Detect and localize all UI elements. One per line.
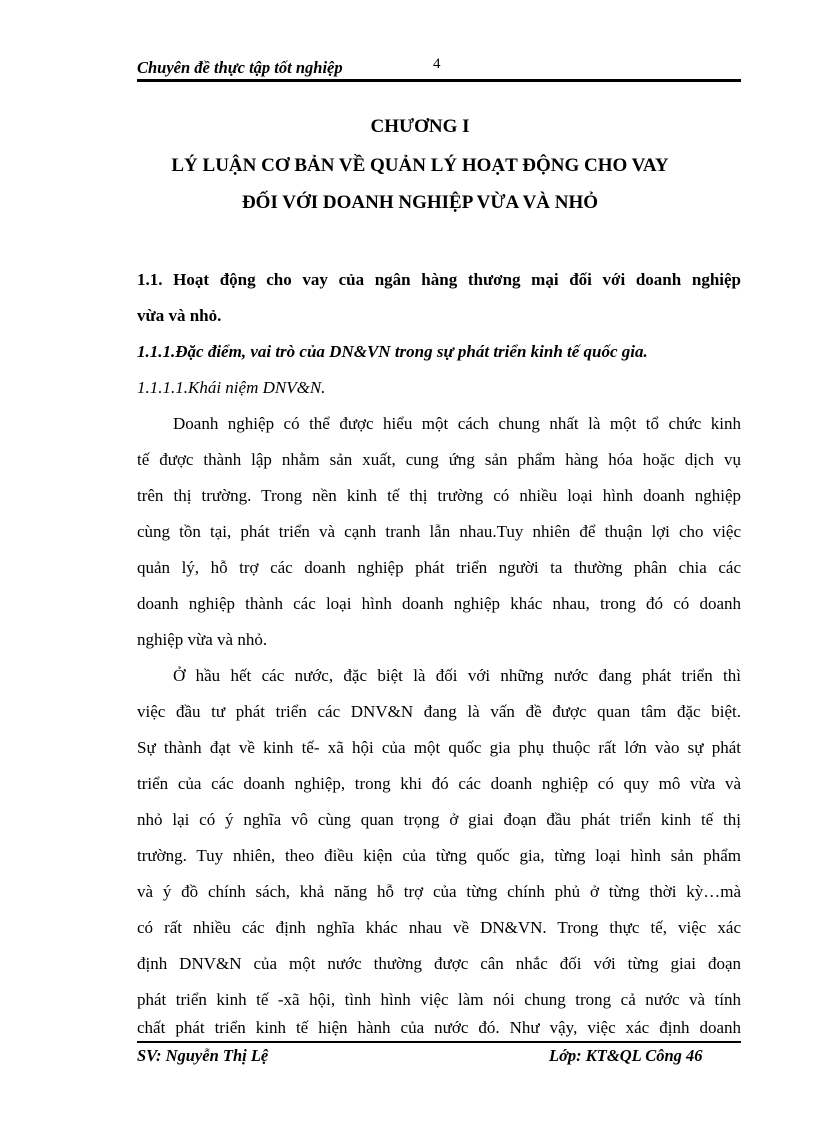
subsubsection-heading: 1.1.1.1.Khái niệm DNV&N. [137, 378, 326, 397]
header-divider [137, 79, 741, 82]
paragraph-line: triển của các doanh nghiệp, trong khi đó các doanh nghiệp có quy mô vừa và [137, 774, 741, 793]
paragraph-line: và ý đồ chính sách, khả năng hỗ trợ của từng chính phủ ở từng thời kỳ…mà [137, 882, 741, 901]
paragraph-line: định DNV&N của một nước thường được cân nhắc đối với từng giai đoạn [137, 954, 741, 973]
chapter-title-line-1: LÝ LUẬN CƠ BẢN VỀ QUẢN LÝ HOẠT ĐỘNG CHO VAY [171, 155, 669, 176]
paragraph-line: quản lý, hỗ trợ các doanh nghiệp phát triển người ta thường phân chia các [137, 558, 741, 577]
subsection-heading: 1.1.1.Đặc điểm, vai trò của DN&VN trong sự phát triển kinh tế quốc gia. [137, 342, 648, 361]
header-title: Chuyên đề thực tập tốt nghiệp [137, 58, 343, 77]
paragraph-line: phát triển kinh tế -xã hội, tình hình việc làm nói chung trong cả nước và tính [137, 990, 741, 1009]
footer-divider [137, 1041, 741, 1043]
paragraph-line: Ở hầu hết các nước, đặc biệt là đối với những nước đang phát triển thì [173, 666, 741, 685]
chapter-number: CHƯƠNG I [370, 116, 470, 137]
section-heading-line-2: vừa và nhỏ. [137, 306, 222, 325]
footer-class: Lớp: KT&QL Công 46 [549, 1046, 703, 1065]
paragraph-line: trên thị trường. Trong nền kinh tế thị trường có nhiều loại hình doanh nghiệp [137, 486, 741, 505]
paragraph-line: Sự thành đạt về kinh tế- xã hội của một quốc gia phụ thuộc rất lớn vào sự phát [137, 738, 741, 757]
paragraph-line: doanh nghiệp thành các loại hình doanh nghiệp khác nhau, trong đó có doanh [137, 594, 741, 613]
paragraph-line: việc đầu tư phát triển các DNV&N đang là vấn đề được quan tâm đặc biệt. [137, 702, 741, 721]
paragraph-line: nhỏ lại có ý nghĩa vô cùng quan trọng ở giai đoạn đầu phát triển kinh tế thị [137, 810, 741, 829]
paragraph-line: có rất nhiều các định nghĩa khác nhau về DN&VN. Trong thực tế, việc xác [137, 918, 741, 937]
footer-student-name: SV: Nguyễn Thị Lệ [137, 1046, 269, 1065]
section-heading-line-1: 1.1. Hoạt động cho vay của ngân hàng thương mại đối với doanh nghiệp [137, 270, 741, 289]
paragraph-line: tế được thành lập nhằm sản xuất, cung ứng sản phẩm hàng hóa hoặc dịch vụ [137, 450, 741, 469]
paragraph-line: nghiệp vừa và nhỏ. [137, 630, 268, 649]
page-number: 4 [433, 56, 441, 72]
chapter-title-line-2: ĐỐI VỚI DOANH NGHIỆP VỪA VÀ NHỎ [241, 192, 599, 213]
paragraph-line: chất phát triển kinh tế hiện hành của nước đó. Như vậy, việc xác định doanh [137, 1018, 741, 1037]
paragraph-line: trường. Tuy nhiên, theo điều kiện của từng quốc gia, từng loại hình sản phẩm [137, 846, 741, 865]
paragraph-line: Doanh nghiệp có thể được hiểu một cách chung nhất là một tổ chức kinh [173, 414, 741, 433]
page-header [137, 56, 741, 81]
paragraph-line: cùng tồn tại, phát triển và cạnh tranh lẫn nhau.Tuy nhiên để thuận lợi cho việc [137, 522, 741, 541]
